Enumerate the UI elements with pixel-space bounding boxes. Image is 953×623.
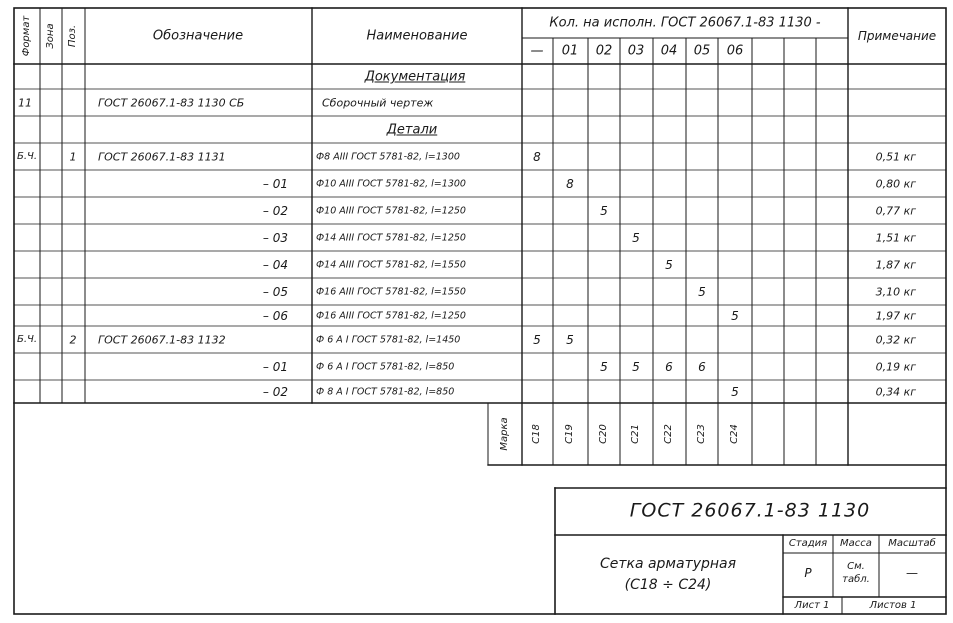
section-documentation: Документация xyxy=(364,69,466,85)
row-note: 0,34 кг xyxy=(875,385,916,398)
row-name: Ф 6 А I ГОСТ 5781-82, l=850 xyxy=(316,360,455,372)
header-variant-2: 02 xyxy=(595,43,613,59)
row-qty: 5 xyxy=(731,308,739,323)
row-qty: 5 xyxy=(632,230,640,245)
row-qty: 5 xyxy=(632,359,640,374)
row-designation-suffix: – 04 xyxy=(262,257,288,272)
doc-row-name: Сборочный чертеж xyxy=(322,96,434,110)
scale-value: — xyxy=(906,566,918,580)
row-qty: 5 xyxy=(665,257,673,272)
row-note: 0,80 кг xyxy=(875,177,916,190)
header-variant-6: 06 xyxy=(726,43,744,59)
stage-value: Р xyxy=(804,566,812,580)
marka-value: С18 xyxy=(531,424,542,444)
marka-value: С20 xyxy=(598,424,609,444)
stage-label: Стадия xyxy=(788,538,828,549)
row-name: Ф16 АIII ГОСТ 5781-82, l=1550 xyxy=(316,285,466,297)
row-qty: 5 xyxy=(566,332,574,347)
row-pos: 1 xyxy=(69,150,77,163)
row-note: 0,51 кг xyxy=(875,150,916,163)
row-name: Ф10 АIII ГОСТ 5781-82, l=1250 xyxy=(316,204,466,216)
header-note: Примечание xyxy=(857,29,937,43)
marka-value: С22 xyxy=(663,424,674,444)
row-designation-suffix: – 01 xyxy=(262,359,288,374)
row-name: Ф10 АIII ГОСТ 5781-82, l=1300 xyxy=(316,177,466,189)
header-qty-title: Кол. на исполн. ГОСТ 26067.1-83 1130 - xyxy=(549,15,821,31)
doc-row-designation: ГОСТ 26067.1-83 1130 СБ xyxy=(98,96,245,110)
row-note: 3,10 кг xyxy=(875,285,916,298)
row-name: Ф16 АIII ГОСТ 5781-82, l=1250 xyxy=(316,309,466,321)
row-note: 0,19 кг xyxy=(875,360,916,373)
row-qty: 5 xyxy=(731,384,739,399)
row-qty: 6 xyxy=(665,359,673,374)
row-designation-suffix: – 05 xyxy=(262,284,288,299)
mass-value-line1: См. xyxy=(847,561,865,572)
marka-value: С19 xyxy=(564,424,575,444)
row-name: Ф 6 А I ГОСТ 5781-82, l=1450 xyxy=(316,333,461,345)
row-name: Ф8 АIII ГОСТ 5781-82, l=1300 xyxy=(316,150,460,162)
row-format: Б.Ч. xyxy=(17,150,38,162)
section-details: Детали xyxy=(386,122,438,138)
marka-value: С21 xyxy=(630,424,641,444)
row-qty: 6 xyxy=(698,359,706,374)
row-name: Ф14 АIII ГОСТ 5781-82, l=1550 xyxy=(316,258,466,270)
row-designation-suffix: – 06 xyxy=(262,308,288,323)
marka-value: С24 xyxy=(729,424,740,444)
title-code: ГОСТ 26067.1-83 1130 xyxy=(629,499,871,522)
row-note: 0,77 кг xyxy=(875,204,916,217)
row-qty: 5 xyxy=(600,203,608,218)
row-format: Б.Ч. xyxy=(17,333,38,345)
row-designation-suffix: – 02 xyxy=(262,384,288,399)
row-designation-suffix: – 02 xyxy=(262,203,288,218)
row-designation-suffix: – 03 xyxy=(262,230,288,245)
row-qty: 8 xyxy=(566,176,574,191)
row-note: 0,32 кг xyxy=(875,333,916,346)
header-variant-4: 04 xyxy=(660,43,678,59)
header-variant-1: 01 xyxy=(561,43,579,59)
mass-label: Масса xyxy=(840,538,872,549)
title-name-line1: Сетка арматурная xyxy=(599,556,737,572)
row-qty: 5 xyxy=(698,284,706,299)
sheets-label: Листов 1 xyxy=(869,600,917,611)
row-qty: 8 xyxy=(533,149,541,164)
header-pos: Поз. xyxy=(67,24,78,48)
row-designation: ГОСТ 26067.1-83 1131 xyxy=(98,150,226,163)
row-qty: 5 xyxy=(533,332,541,347)
header-variant-3: 03 xyxy=(627,43,645,59)
row-designation: ГОСТ 26067.1-83 1132 xyxy=(98,333,226,346)
sheet-label: Лист 1 xyxy=(794,600,830,611)
marka-label: Марка xyxy=(499,417,510,451)
header-zone: Зона xyxy=(45,23,56,49)
row-note: 1,87 кг xyxy=(875,258,916,271)
row-qty: 5 xyxy=(600,359,608,374)
doc-row-format: 11 xyxy=(18,96,32,110)
header-variant-5: 05 xyxy=(693,43,711,59)
row-note: 1,51 кг xyxy=(875,231,916,244)
mass-value-line2: табл. xyxy=(842,574,870,585)
title-name-line2: (С18 ÷ С24) xyxy=(624,577,712,593)
header-variant-0: — xyxy=(530,43,544,59)
header-designation: Обозначение xyxy=(152,28,244,44)
row-pos: 2 xyxy=(69,333,77,346)
header-format: Формат xyxy=(21,15,32,57)
row-note: 1,97 кг xyxy=(875,309,916,322)
header-name: Наименование xyxy=(366,28,468,44)
row-name: Ф 8 А I ГОСТ 5781-82, l=850 xyxy=(316,385,455,397)
marka-value: С23 xyxy=(696,424,707,444)
row-name: Ф14 АIII ГОСТ 5781-82, l=1250 xyxy=(316,231,466,243)
row-designation-suffix: – 01 xyxy=(262,176,288,191)
scale-label: Масштаб xyxy=(888,538,936,549)
